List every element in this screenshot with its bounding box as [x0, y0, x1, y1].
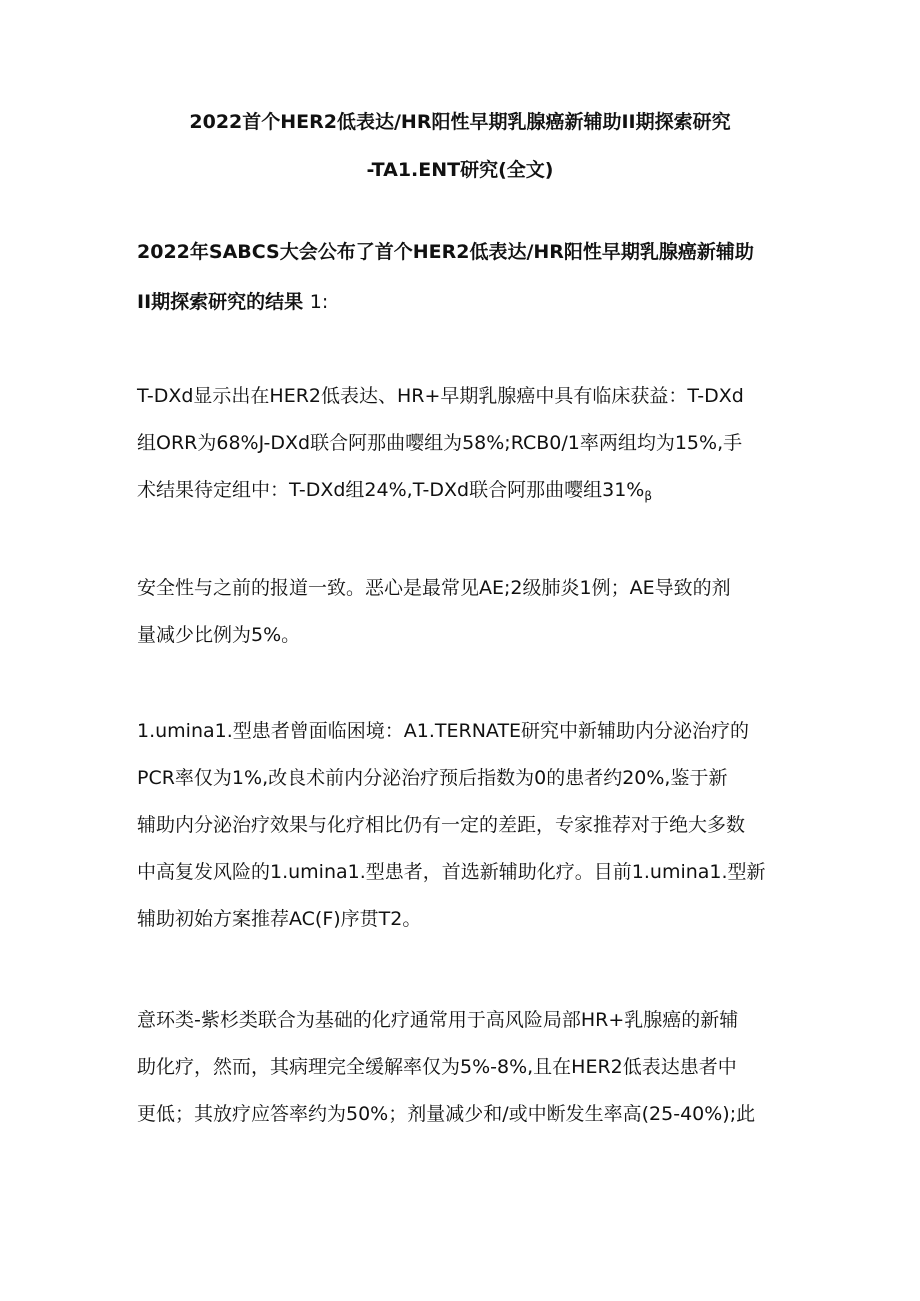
paragraph-line: 助化疗，然而，其病理完全缓解率仅为5%-8%,且在HER2低表达患者中 [137, 1056, 737, 1078]
paragraph-line-text: 术结果待定组中：T-DXd组24%,T-DXd联合阿那曲嘤组31% [137, 479, 645, 501]
paragraph-line: PCR率仅为1%,改良术前内分泌治疗预后指数为0的患者约20%,鉴于新 [137, 767, 728, 789]
paragraph-line: 辅助内分泌治疗效果与化疗相比仍有一定的差距，专家推荐对于绝大多数 [137, 814, 746, 836]
paragraph-luminal-a [137, 708, 797, 943]
paragraph-line: 量减少比例为5%。 [137, 624, 301, 646]
intro-line-2 [137, 272, 797, 332]
document-title-line-1: 2022首个HER2低表达/HR阳性早期乳腺癌新辅助II期探索研究 [189, 111, 731, 133]
paragraph-line: 意环类-紫杉类联合为基础的化疗通常用于高风险局部HR+乳腺癌的新辅 [137, 1009, 739, 1031]
document-title-line-2: -TA1.ENT研究(全文) [366, 159, 554, 181]
paragraph-line: 安全性与之前的报道一致。恶心是最常见AE;2级肺炎1例；AE导致的剂 [137, 577, 731, 599]
paragraph-line: 辅助初始方案推荐AC(F)序贯T2。 [137, 908, 422, 930]
intro-line-2-bold: II期探索研究的结果 [137, 291, 304, 313]
paragraph-chemotherapy [137, 997, 797, 1138]
paragraph-line: 1.umina1.型患者曾面临困境：A1.TERNATE研究中新辅助内分泌治疗的 [137, 720, 750, 742]
subscript-mark: β [644, 489, 653, 503]
intro-line-1: 2022年SABCS大会公布了首个HER2低表达/HR阳性早期乳腺癌新辅助 [137, 241, 754, 263]
paragraph-line [137, 467, 797, 520]
paragraph-line: 更低；其放疗应答率约为50%；剂量减少和/或中断发生率高(25-40%);此 [137, 1103, 756, 1125]
paragraph-line: 组ORR为68%J-DXd联合阿那曲嘤组为58%;RCB0/1率两组均为15%,手 [137, 432, 743, 454]
paragraph-line: T-DXd显示出在HER2低表达、HR+早期乳腺癌中具有临床获益：T-DXd [137, 385, 744, 407]
paragraph-efficacy [137, 373, 797, 520]
paragraph-line: 中高复发风险的1.umina1.型患者，首选新辅助化疗。目前1.umina1.型新 [137, 861, 766, 883]
paragraph-safety [137, 565, 797, 659]
intro-line-2-citation: 1: [309, 291, 329, 313]
